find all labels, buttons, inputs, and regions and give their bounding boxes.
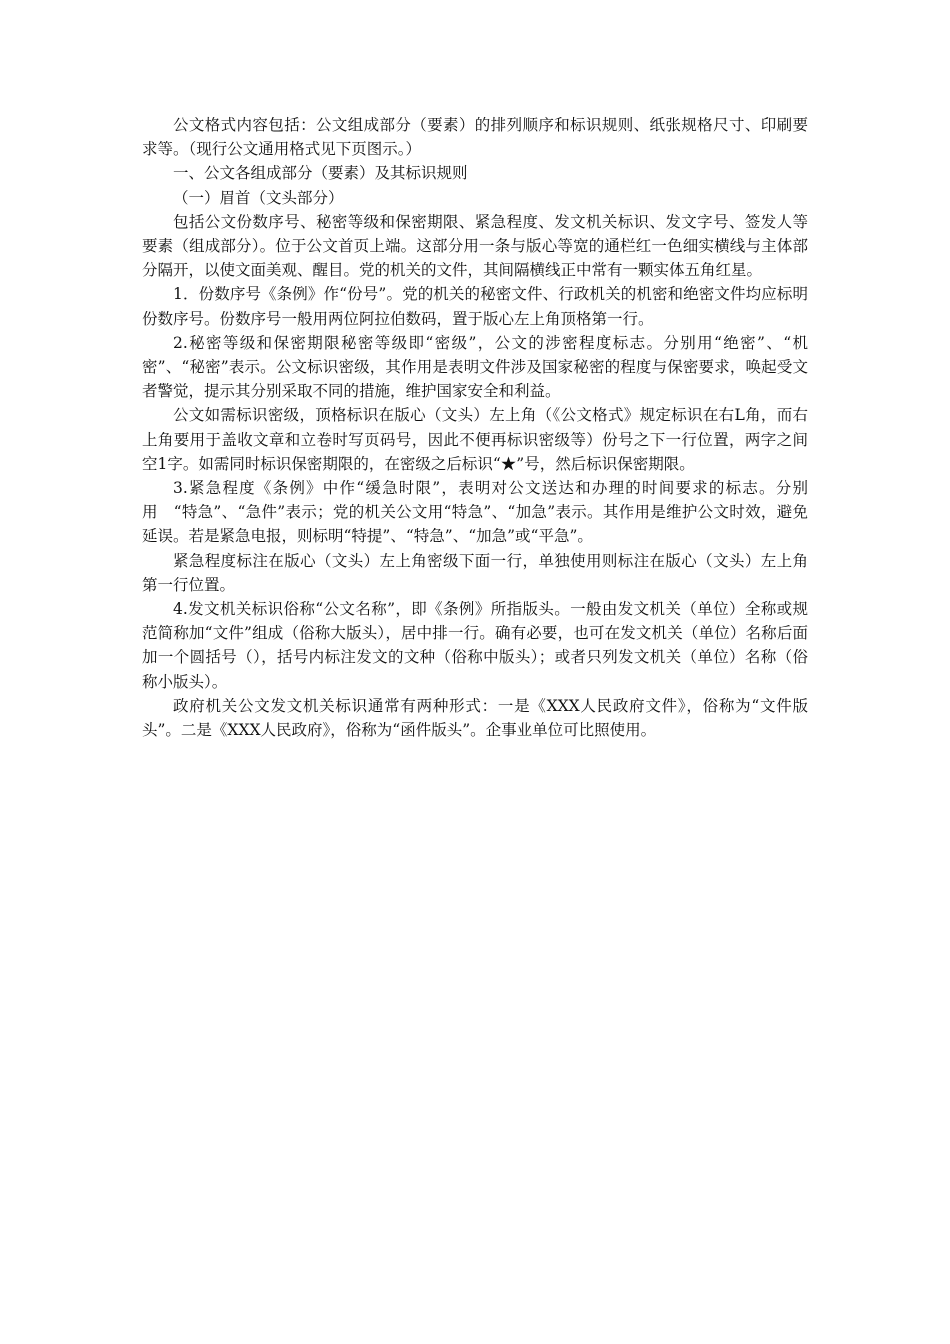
paragraph-urgency-placement: 紧急程度标注在版心（文头）左上角密级下面一行，单独使用则标注在版心（文头）左上角第一行位置。 [142,551,808,594]
paragraph-urgency: 3.紧急程度《条例》中作“缓急时限”，表明对公文送达和办理的时间要求的标志。分别用 “特急”、“急件”表示；党的机关公文用“特急”、“加急”表示。其作用是维护公文时效，避免延误。若是紧急电报，则标明“特提”、“特急”、“加急”或“平急”。 [142,479,808,546]
paragraph-copy-number: 1．份数序号《条例》作“份号”。党的机关的秘密文件、行政机关的机密和绝密文件均应标明份数序号。份数序号一般用两位阿拉伯数码，置于版心左上角顶格第一行。 [142,285,808,328]
paragraph-government-forms: 政府机关公文发文机关标识通常有两种形式：一是《XXX人民政府文件》，俗称为“文件版头”。二是《XXX人民政府》，俗称为“函件版头”。企事业单位可比照使用。 [142,696,808,740]
document-body [142,113,808,742]
paragraph-issuer-mark: 4.发文机关标识俗称“公文名称”，即《条例》所指版头。一般由发文机关（单位）全称或规范简称加“文件”组成（俗称大版头），居中排一行。确有必要，也可在发文机关（单位）名称后面加一个圆括号（），括号内标注发文的文种（俗称中版头）；或者只列发文机关（单位）名称（俗称小版头）。 [142,600,808,691]
paragraph-secrecy-level: 2.秘密等级和保密期限秘密等级即“密级”，公文的涉密程度标志。分别用“绝密”、“机密”、“秘密”表示。公文标识密级，其作用是表明文件涉及国家秘密的程度与保密要求，唤起受文者警觉，提示其分别采取不同的措施，维护国家安全和利益。 [142,333,808,401]
paragraph-intro: 公文格式内容包括：公文组成部分（要素）的排列顺序和标识规则、纸张规格尺寸、印刷要求等。（现行公文通用格式见下页图示。） [142,116,808,159]
heading-section-one: 一、公文各组成部分（要素）及其标识规则 [173,164,468,183]
heading-subsection-one: （一）眉首（文头部分） [173,188,344,207]
paragraph-secrecy-placement: 公文如需标识密级，顶格标识在版心（文头）左上角（《公文格式》规定标识在右L角，而右上角要用于盖收文章和立卷时写页码号，因此不便再标识密级等）份号之下一行位置，两字之间空1字。如需同时标识保密期限的，在密级之后标识“★”号，然后标识保密期限。 [142,406,808,473]
paragraph-header-elements: 包括公文份数序号、秘密等级和保密期限、紧急程度、发文机关标识、发文字号、签发人等要素（组成部分）。位于公文首页上端。这部分用一条与版心等宽的通栏红一色细实横线与主体部分隔开，以使文面美观、醒目。党的机关的文件，其间隔横线正中常有一颗实体五角红星。 [142,212,808,280]
